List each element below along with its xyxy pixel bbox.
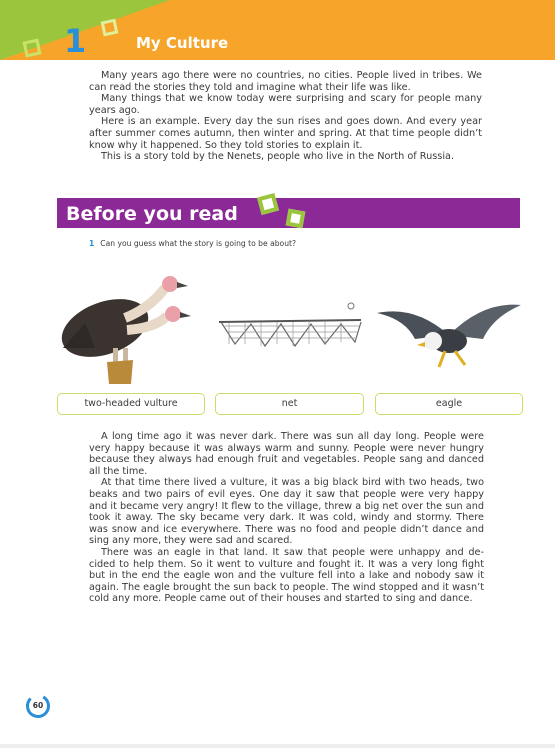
unit-title: My Culture xyxy=(136,34,229,52)
vulture-icon xyxy=(55,268,203,386)
question xyxy=(89,239,296,248)
picture-label-vulture: two-headed vulture xyxy=(57,393,205,415)
question-text: Can you guess what the story is going to be about? xyxy=(100,239,297,248)
unit-header xyxy=(0,0,555,60)
decorative-square-icon xyxy=(23,39,42,58)
page-number: 60 xyxy=(32,701,44,710)
eagle-icon xyxy=(375,295,523,373)
intro-paragraph: Many years ago there were no countries, no cities. People lived in tribes. We can read the stories they told and imagine what their life was like. xyxy=(89,70,482,93)
page-bottom-edge xyxy=(0,744,555,748)
question-number: 1 xyxy=(89,239,95,248)
story-paragraph: At that time there lived a vulture, it was a big black bird with two heads, two beaks and two pairs of evil eyes. One day it saw that people were very happy and it became very angry! It flew to the village, threw a big net over the sun and took it away. The sky became very dark. It was cold, windy and stormy. There was snow and ice everywhere. There was no food and people didn’t dance and sing any more, they were sad and scared. xyxy=(89,477,484,547)
picture-label-eagle: eagle xyxy=(375,393,523,415)
story-paragraph: There was an eagle in that land. It saw that people were unhappy and de-cided to help them. So it went to vulture and fought it. It was a very long fight but in the end the eagle won and the vulture fell into a lake and nobody saw it again. The eagle brought the sun back to people. The wind stopped and it wasn’t cold any more. People came out of their houses and started to sing and dance. xyxy=(89,546,484,605)
intro-paragraph: This is a story told by the Nenets, people who live in the North of Russia. xyxy=(101,151,455,163)
story-text xyxy=(89,431,484,605)
intro-paragraph: Many things that we know today were surprising and scary for people many years ago. xyxy=(89,93,482,116)
unit-number: 1 xyxy=(64,22,87,60)
net-icon xyxy=(215,300,365,356)
story-paragraph: A long time ago it was never dark. There was sun all day long. People were very happy because it was always warm and sunny. People were never hungry because they always had enough fruit and vegetables. People sang and danced all the time. xyxy=(89,431,484,477)
intro-text xyxy=(89,70,482,163)
page-number-badge xyxy=(25,693,51,719)
decorative-square-icon xyxy=(101,19,119,37)
decorative-square-icon xyxy=(286,209,306,229)
picture-label-net: net xyxy=(215,393,364,415)
intro-paragraph: Here is an example. Every day the sun rises and goes down. And every year after summer comes autumn, then winter and spring. At that time people didn’t know why it happened. So they told stories to explain it. xyxy=(89,116,482,151)
section-title: Before you read xyxy=(66,203,238,225)
